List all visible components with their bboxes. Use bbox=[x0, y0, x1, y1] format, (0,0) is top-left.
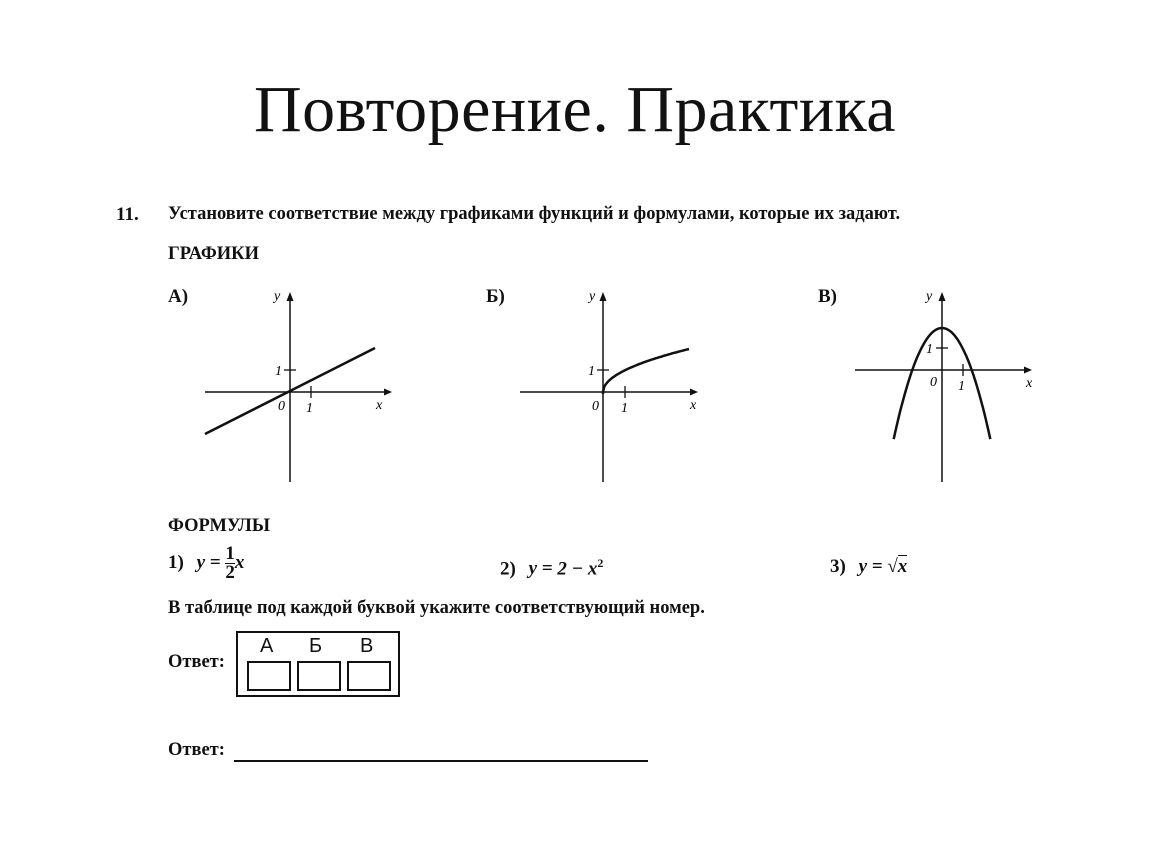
graph-b-y-arrow bbox=[600, 292, 607, 301]
graph-b-x-arrow bbox=[690, 389, 698, 396]
graph-c bbox=[850, 282, 1050, 487]
graph-c-origin: 0 bbox=[930, 375, 937, 390]
graph-b-x-label: x bbox=[690, 398, 697, 413]
answer-label: Ответ: bbox=[168, 652, 225, 672]
formula-1-var: x bbox=[234, 551, 245, 573]
graph-c-x-label: x bbox=[1026, 376, 1033, 391]
page-title: Повторение. Практика bbox=[253, 73, 897, 146]
graph-b-curve bbox=[603, 349, 689, 394]
graph-b bbox=[510, 282, 710, 487]
formula-1-lhs: y = bbox=[196, 551, 221, 573]
graph-b-label: Б) bbox=[486, 286, 505, 307]
graph-c-y-tick-label: 1 bbox=[926, 342, 933, 357]
answer-cell-c[interactable] bbox=[347, 661, 391, 691]
answer-letter-a: А bbox=[260, 635, 274, 657]
answer-table bbox=[236, 631, 400, 697]
graph-c-x-arrow bbox=[1024, 367, 1032, 374]
graph-b-x-tick-label: 1 bbox=[621, 401, 628, 416]
formula-1-numerator: 1 bbox=[225, 543, 235, 564]
formula-2 bbox=[500, 556, 603, 580]
graph-c-x-tick-label: 1 bbox=[958, 379, 965, 394]
formulas-header: ФОРМУЛЫ bbox=[168, 516, 271, 536]
task-number: 11. bbox=[116, 204, 139, 225]
graph-b-y-tick-label: 1 bbox=[588, 364, 595, 379]
formula-2-expr: 2 − x bbox=[557, 558, 598, 580]
answer-line[interactable] bbox=[234, 760, 648, 762]
radical-icon: √ bbox=[887, 556, 898, 577]
formula-2-lhs: y = bbox=[528, 558, 553, 580]
answer-letter-b: Б bbox=[309, 635, 323, 657]
graph-a-y-arrow bbox=[287, 292, 294, 301]
formula-1-denominator: 2 bbox=[225, 562, 235, 583]
graph-b-origin: 0 bbox=[592, 399, 599, 414]
graph-b-y-label: y bbox=[589, 289, 596, 304]
graph-a-y-tick-label: 1 bbox=[275, 364, 282, 379]
formula-1-fraction bbox=[225, 545, 235, 582]
task-text: Установите соответствие между графиками функций и формулами, которые их задают. bbox=[168, 204, 901, 224]
answer-cell-b[interactable] bbox=[297, 661, 341, 691]
graph-a-x-tick-label: 1 bbox=[306, 401, 313, 416]
formula-2-power: 2 bbox=[597, 556, 604, 570]
graph-a-x-label: x bbox=[376, 398, 383, 413]
formula-1-number: 1) bbox=[168, 551, 184, 573]
graph-a-label: А) bbox=[168, 286, 189, 307]
answer-line-label: Ответ: bbox=[168, 740, 225, 760]
graph-c-label: В) bbox=[818, 286, 837, 307]
graph-a-origin: 0 bbox=[278, 399, 285, 414]
formula-3-radicand: x bbox=[897, 556, 908, 577]
graph-c-y-arrow bbox=[939, 292, 946, 301]
graph-c-y-label: y bbox=[926, 289, 933, 304]
graph-a bbox=[195, 282, 405, 487]
formula-3-lhs: y = bbox=[858, 556, 883, 577]
answer-cell-a[interactable] bbox=[247, 661, 291, 691]
formula-1 bbox=[168, 545, 244, 582]
formula-3-number: 3) bbox=[830, 556, 846, 577]
graphs-header: ГРАФИКИ bbox=[168, 244, 259, 264]
formula-2-number: 2) bbox=[500, 558, 516, 580]
graph-a-x-arrow bbox=[384, 389, 392, 396]
answer-letter-c: В bbox=[360, 635, 374, 657]
instruction-text: В таблице под каждой буквой укажите соответствующий номер. bbox=[168, 598, 705, 618]
formula-3 bbox=[830, 556, 907, 578]
graph-a-y-label: y bbox=[274, 289, 281, 304]
